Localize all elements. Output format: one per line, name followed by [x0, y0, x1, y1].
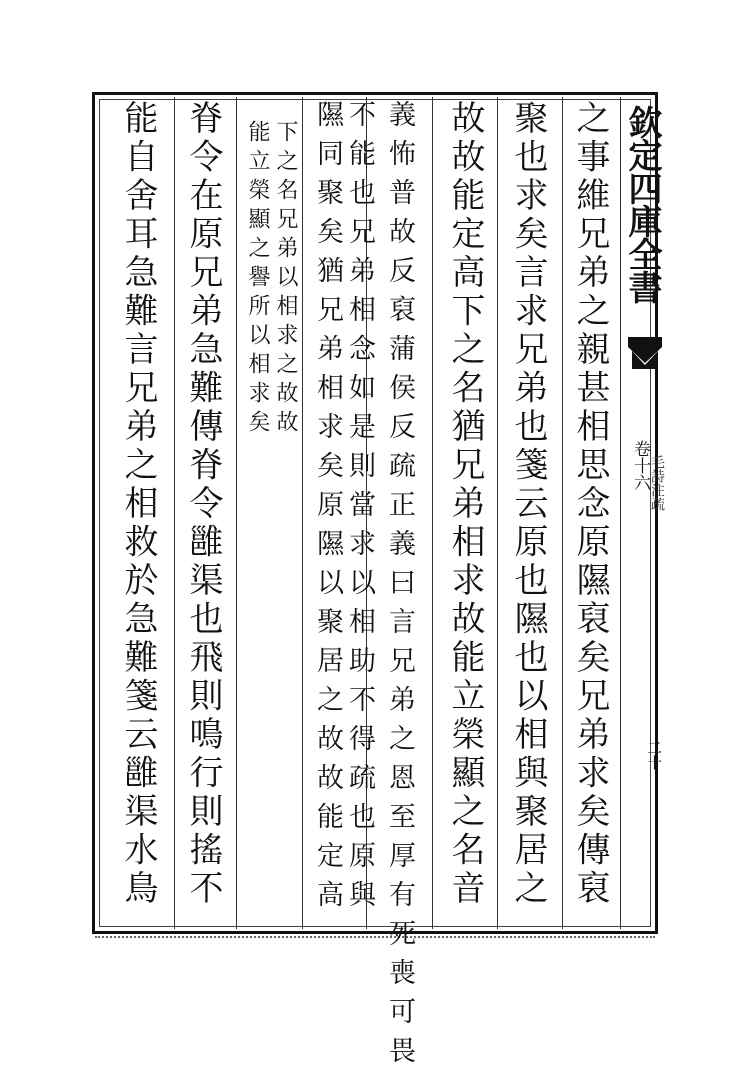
- column-rule: [497, 97, 498, 929]
- book-name: 毛詩注疏: [649, 455, 665, 511]
- text-column-note: 下之名兄弟以相求之故故: [273, 120, 298, 439]
- text-column-commentary: 不能也兄弟相念如是則當求以相助不得疏也原與: [344, 100, 375, 919]
- text-column: 之事維兄弟之親甚相思念原隰裒矣兄弟求矣傳裒: [570, 100, 610, 909]
- column-rule: [236, 97, 237, 929]
- column-rule: [302, 97, 303, 929]
- book-series-title: 欽定四庫全書: [622, 105, 662, 303]
- fishtail-ornament-icon: [628, 337, 662, 369]
- column-rule: [562, 97, 563, 929]
- column-rule: [174, 97, 175, 929]
- text-column: 脊令在原兄弟急難傳脊令雝渠也飛則鳴行則搖不: [183, 100, 223, 909]
- text-column-commentary: 義怖普故反裒蒲侯反疏正義曰言兄弟之恩至厚有死喪可畏: [384, 100, 415, 1075]
- bottom-border-dots: [95, 936, 655, 938]
- text-column: 聚也求矣言求兄弟也箋云原也隰也以相與聚居之: [508, 100, 548, 909]
- text-column-commentary: 隰同聚矣猶兄弟相求矣原隰以聚居之故故能定高: [312, 100, 343, 919]
- volume-number: 卷十六: [630, 440, 650, 491]
- column-rule: [620, 97, 621, 929]
- text-column-note: 能立榮顯之譽所以相求矣: [245, 120, 270, 439]
- column-rule: [432, 97, 433, 929]
- page-number: 二十: [645, 740, 663, 770]
- text-column: 能自舍耳急難言兄弟之相救於急難箋云雝渠水鳥: [118, 100, 158, 909]
- text-column: 故故能定高下之名猶兄弟相求故能立榮顯之名音: [445, 100, 485, 909]
